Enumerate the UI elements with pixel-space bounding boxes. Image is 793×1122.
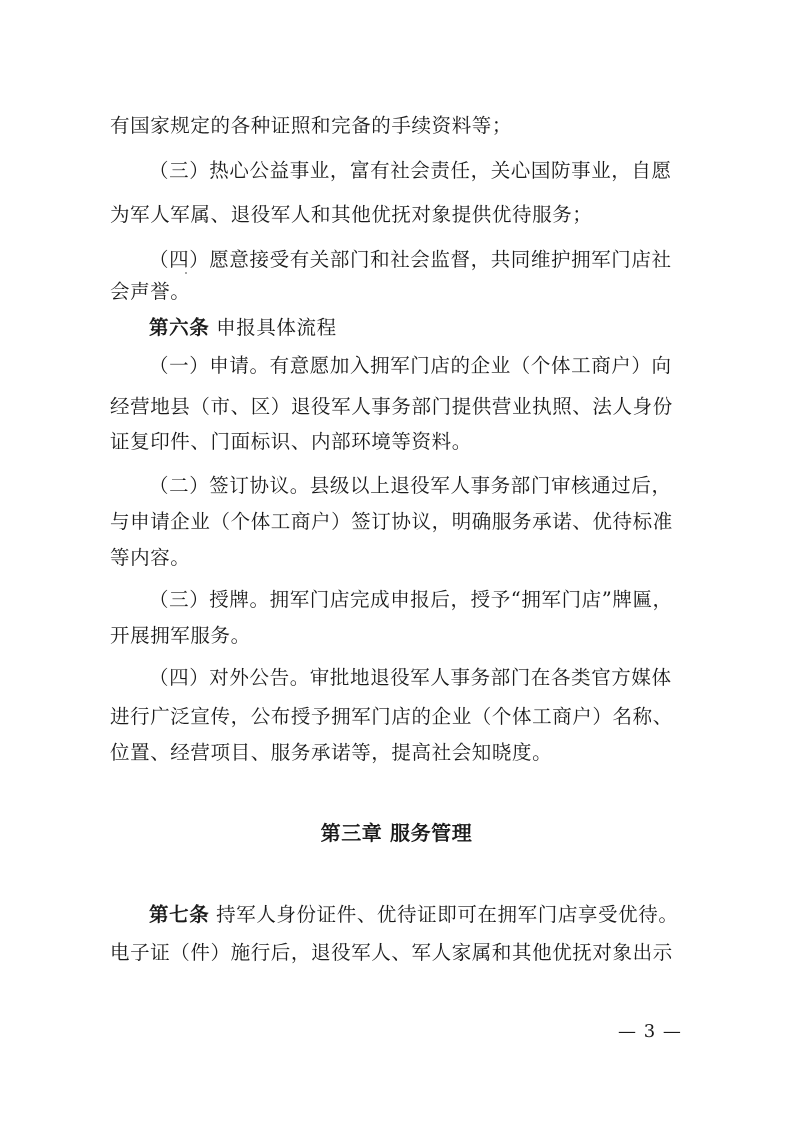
- text-line-5: 会声誉。: [110, 280, 191, 303]
- text-line-12: 等内容。: [110, 546, 191, 569]
- scan-speck: [185, 272, 187, 274]
- text-line-17: 位置、经营项目、服务承诺等，提高社会知晓度。: [110, 741, 553, 764]
- text-line-8: 经营地县（市、区）退役军人事务部门提供营业执照、法人身份: [110, 395, 673, 418]
- article-7-line: [0, 901, 793, 929]
- text-line-14: 开展拥军服务。: [110, 624, 251, 647]
- text-line-3: 为军人军属、退役军人和其他优抚对象提供优待服务；: [110, 203, 593, 226]
- text-line-10: （二）签订协议。县级以上退役军人事务部门审核通过后，: [149, 474, 672, 497]
- text-line-13: （三）授牌。拥军门店完成申报后，授予“拥军门店”牌匾，: [149, 588, 673, 611]
- text-line-7: （一）申请。有意愿加入拥军门店的企业（个体工商户）向: [149, 354, 672, 377]
- article-7-text: 持军人身份证件、优待证即可在拥军门店享受优待。: [216, 903, 679, 926]
- text-line-15: （四）对外公告。审批地退役军人事务部门在各类官方媒体: [149, 666, 672, 689]
- article-6-label: 第六条: [149, 316, 210, 339]
- article-6-title: 申报具体流程: [216, 316, 337, 339]
- text-line-4: （四）愿意接受有关部门和社会监督，共同维护拥军门店社: [149, 248, 672, 271]
- article-6-heading: [0, 314, 793, 342]
- chapter-title: 第三章 服务管理: [320, 821, 473, 845]
- article-7-label: 第七条: [149, 903, 210, 926]
- page-number: — 3 —: [618, 1021, 682, 1042]
- text-line-1: 有国家规定的各种证照和完备的手续资料等；: [110, 114, 513, 137]
- text-line-2: （三）热心公益事业，富有社会责任，关心国防事业，自愿: [149, 159, 672, 182]
- text-line-11: 与申请企业（个体工商户）签订协议，明确服务承诺、优待标准: [110, 510, 673, 533]
- text-line-16: 进行广泛宣传，公布授予拥军门店的企业（个体工商户）名称、: [110, 705, 673, 728]
- text-line-9: 证复印件、门面标识、内部环境等资料。: [110, 430, 472, 453]
- text-line-19: 电子证（件）施行后，退役军人、军人家属和其他优抚对象出示: [110, 941, 673, 964]
